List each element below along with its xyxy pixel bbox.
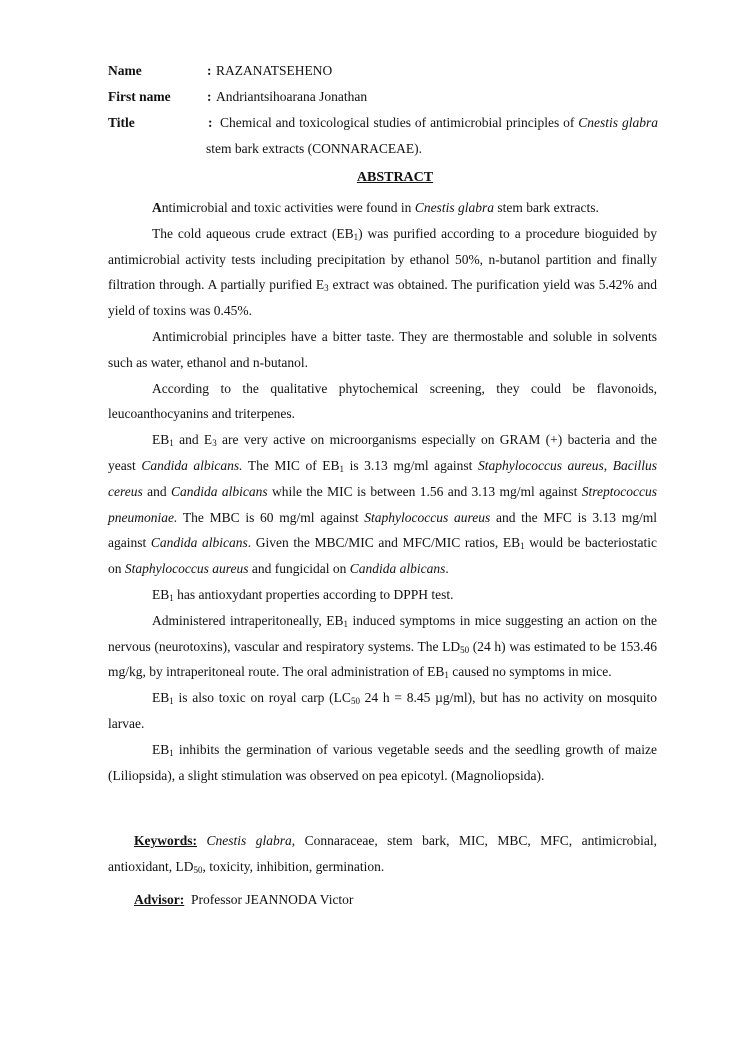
- title-value: Chemical and toxicological studies of antimicrobial principles of Cnestis glabra stem bark extracts (CONNARACEAE).: [206, 115, 658, 156]
- advisor-line: [134, 889, 353, 911]
- abstract-paragraph: $EB_1$ has antioxydant properties according to DPPH test.: [152, 586, 454, 603]
- abstract-paragraph: Antimicrobial principles have a bitter taste. They are thermostable and soluble in solvents such as water, ethanol and n-butanol.: [108, 328, 657, 370]
- abstract-paragraph: Antimicrobial and toxic activities were found in Cnestis glabra stem bark extracts.: [152, 200, 599, 215]
- first-name-label: First name: [108, 89, 171, 104]
- first-name-value: Andriantsihoarana Jonathan: [216, 89, 368, 104]
- abstract-paragraph: According to the qualitative phytochemical screening, they could be flavonoids, leucoanthocyanins and triterpenes.: [108, 380, 657, 422]
- first-name-colon: :: [207, 89, 212, 104]
- abstract-body: [108, 195, 657, 788]
- title-label: Title: [108, 115, 135, 130]
- abstract-paragraph: $EB_1$ inhibits the germination of various vegetable seeds and the seedling growth of maize (Liliopsida), a slight stimulation was observed on pea epicotyl. (Magnoliopsida).: [108, 741, 657, 783]
- keywords-species: Cnestis glabra: [206, 833, 292, 848]
- abstract-paragraph: Administered intraperitoneally, $EB_1$ induced symptoms in mice suggesting an action on the nervous (neurotoxins), vascular and respiratory systems. The $LD_{50}$ (24 h) was estimated to be 153.46 mg/kg, by intraperitoneal route. The oral administration of $EB_1$ caused no symptoms in mice.: [108, 612, 657, 681]
- advisor-label: Advisor:: [134, 892, 185, 907]
- title-colon: :: [208, 115, 213, 130]
- name-label: Name: [108, 63, 142, 78]
- name-value: RAZANATSEHENO: [216, 63, 333, 78]
- keywords-paragraph: Keywords: Cnestis glabra, Connaraceae, stem bark, MIC, MBC, MFC, antimicrobial, antioxidant, $LD_{50}$, toxicity, inhibition, germination.: [108, 833, 657, 875]
- abstract-paragraph: The cold aqueous crude extract $(EB_1)$ was purified according to a procedure bioguided by antimicrobial activity tests including precipitation by ethanol 50%, n-butanol partition and finally filtration through. A partially purified $E_3$ extract was obtained. The purification yield was 5.42% and yield of toxins was 0.45%.: [108, 225, 658, 319]
- abstract-paragraph: $EB_1$ is also toxic on royal carp ($LC_{50}$ 24 h = 8.45 µg/ml), but has no activity on mosquito larvae.: [108, 690, 657, 731]
- abstract-paragraph: $EB_1$ and $E_3$ are very active on microorganisms especially on GRAM (+) bacteria and the yeast Candida albicans. The MIC of $EB_1$ is 3.13 mg/ml against Staphylococcus aureus, Bacillus cereus and Candida albicans while the MIC is between 1.56 and 3.13 mg/ml against Streptococcus pneumoniae. The MBC is 60 mg/ml against Staphylococcus aureus and the MFC is 3.13 mg/ml against Candida albicans. Given the MBC/MIC and MFC/MIC ratios, $EB_1$ would be bacteriostatic on Staphylococcus aureus and fungicidal on Candida albicans.: [108, 432, 657, 577]
- advisor-value: Professor JEANNODA Victor: [191, 892, 354, 907]
- name-colon: :: [207, 63, 212, 78]
- keywords-label: Keywords:: [134, 833, 197, 848]
- abstract-heading: ABSTRACT: [356, 170, 434, 185]
